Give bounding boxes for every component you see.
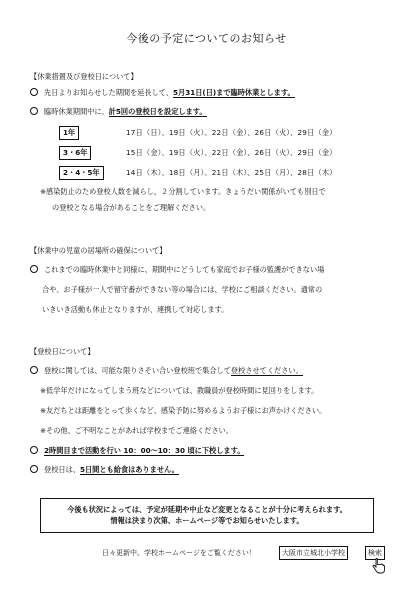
section3-item1: 登校に関しては、可能な限りさそい合い登校班で集合して登校させてください。 bbox=[30, 366, 303, 375]
page-title: 今後の予定についてのお知らせ bbox=[126, 32, 287, 45]
commute-instruction: 登校させてください。 bbox=[230, 366, 303, 375]
school-name-search-box[interactable]: 大阪市立城北小学校 bbox=[279, 546, 348, 560]
search-button[interactable]: 検索 bbox=[365, 546, 385, 560]
section2-line1: これまでの臨時休業中と同様に、期間中にどうしても家庭でお子様の監護ができない場 bbox=[30, 265, 324, 274]
bullet-circle-icon bbox=[30, 265, 38, 273]
section3-note2: ※友だちとは距離をとって歩くなど、感染予防に努めるようお子様にお声かけください。 bbox=[40, 406, 327, 415]
section1-note-line1: ※感染防止のため登校人数を減らし，２分割しています。きょうだい関係がいても別日で bbox=[40, 187, 326, 196]
section3-note3: ※その他、ご不明なことがあれば学校までご連絡ください。 bbox=[40, 426, 233, 435]
no-lunch-notice: 5日間とも給食はありません。 bbox=[79, 465, 179, 474]
grade-dates-3: 14日（木）、18日（月）、21日（木）、25日（月）、28日（木） bbox=[126, 168, 337, 177]
section3-item3: 登校日は、5日間とも給食はありません。 bbox=[30, 465, 179, 474]
extension-notice: 5月31日(日)まで臨時休業とします。 bbox=[173, 88, 295, 97]
hand-cursor-icon bbox=[372, 558, 386, 574]
section1-heading: 【休業措置及び登校日について】 bbox=[30, 72, 138, 81]
grade-label-2: 3・6年 bbox=[59, 146, 91, 160]
section1-item1: 先日よりお知らせした期間を延長して、5月31日(日)まで臨時休業とします。 bbox=[30, 88, 295, 97]
section1-item2: 臨時休業期間中に、計5回の登校日を設定します。 bbox=[30, 107, 207, 116]
notice-line2: 情報は決まり次第、ホームページ等でお知らせいたします。 bbox=[110, 516, 304, 525]
notice-line1: 今後も状況によっては、予定が延期や中止など変更となることが十分に考えられます。 bbox=[67, 505, 347, 514]
bullet-circle-icon bbox=[30, 366, 38, 374]
footer-text: 日々更新中。学校ホームページをご覧ください！ bbox=[102, 549, 256, 557]
bullet-circle-icon bbox=[30, 107, 38, 115]
section3-heading: 【登校日について】 bbox=[30, 347, 95, 356]
section3-item2 bbox=[30, 446, 244, 455]
section2-heading: 【休業中の児童の居場所の確保について】 bbox=[30, 246, 167, 255]
bullet-circle-icon bbox=[30, 465, 38, 473]
section3-note1: ※低学年だけになってしまう班などについては、教職員が登校時間に見回りをします。 bbox=[40, 386, 319, 395]
grade-dates-2: 15日（金）、19日（火）、22日（金）、26日（火）、29日（金） bbox=[126, 148, 337, 157]
grade-label-1: 1年 bbox=[59, 126, 79, 140]
section1-note-line2: の登校となる場合があることをご理解ください。 bbox=[52, 203, 211, 212]
bullet-circle-icon bbox=[30, 446, 38, 454]
section2-line2: 合や、お子様が一人で留守番ができない等の場合には、学校にご相談ください。通常の bbox=[42, 285, 323, 294]
section2-line3: いきいき活動も休止となりますが、連携して対応します。 bbox=[42, 305, 229, 314]
grade-dates-1: 17日（日）、19日（火）、22日（金）、26日（火）、29日（金） bbox=[126, 128, 337, 137]
bullet-circle-icon bbox=[30, 88, 38, 96]
dismissal-time: 2時間目まで活動を行い 10：00～10：30 頃に下校します。 bbox=[44, 446, 245, 455]
school-day-count: 計5回の登校日を設定します。 bbox=[108, 107, 207, 116]
grade-label-3: 2・4・5年 bbox=[59, 166, 104, 180]
notice-box bbox=[40, 498, 374, 533]
